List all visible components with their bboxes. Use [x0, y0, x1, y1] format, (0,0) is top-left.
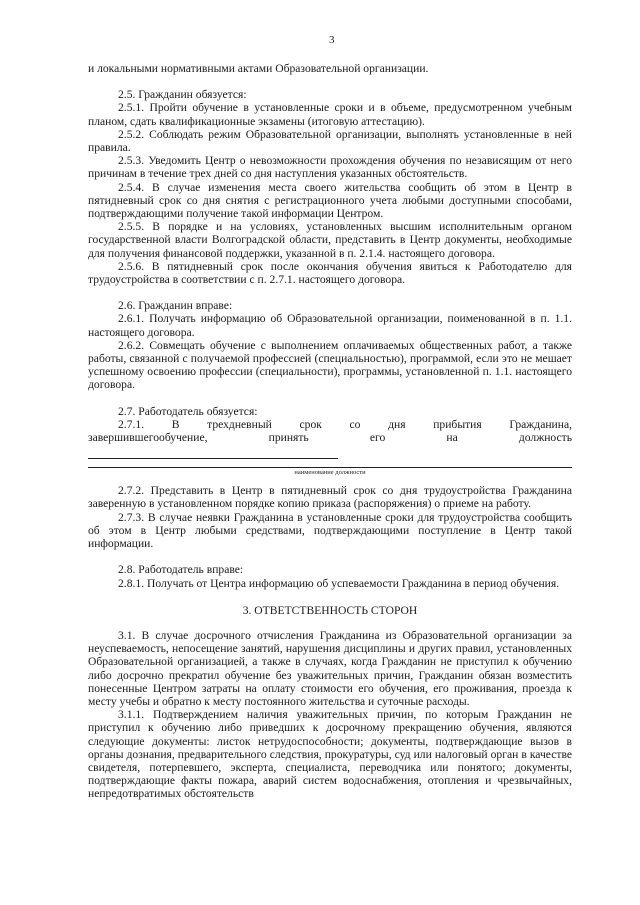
position-blank-line: [88, 444, 338, 459]
clause-2-5-2: 2.5.2. Соблюдать режим Образовательной организации, выполнять установленные в ней правила.: [88, 127, 572, 155]
clause-2-7-2: 2.7.2. Представить в Центр в пятидневный срок со дня трудоустройства Гражданина заверенную в установленном порядке копию приказа (распоряжения) о приеме на работу.: [88, 484, 572, 511]
clause-2-7-1-line2: завершившегообучение, принять его на должность: [88, 431, 572, 445]
clause-3-1: 3.1. В случае досрочного отчисления Гражданина из Образовательной организации за неуспеваемость, непосещение занятий, нарушения дисциплины и других правил, установленных Образовательной организацией, а также в случаях, когда Гражданин не приступил к обучению либо досрочно прекратил обучение без уважительных причин, Гражданин обязан возместить понесенные Центром затраты на оплату стоимости его обучения, его проживания, проезда к месту учебы и обратно к месту постоянного жительства и суточные расходы.: [88, 628, 572, 708]
position-caption: наименование должности: [294, 469, 366, 477]
clause-2-5-1: 2.5.1. Пройти обучение в установленные сроки и в объеме, предусмотренном учебным планом, сдать квалификационные экзамены (итоговую аттестацию).: [88, 101, 572, 128]
clause-2-8-1: 2.8.1. Получать от Центра информацию об успеваемости Гражданина в период обучения.: [118, 576, 560, 590]
clause-2-5-3: 2.5.3. Уведомить Центр о невозможности прохождения обучения по независящим от него причинам в течение трех дней со дня наступления указанных обстоятельств.: [88, 154, 572, 181]
section-heading-2-7: 2.7. Работодатель обязуется:: [118, 404, 258, 418]
section-heading-2-5: 2.5. Гражданин обязуется:: [118, 88, 247, 102]
position-blank-line-full: [88, 459, 572, 468]
section-heading-2-8: 2.8. Работодатель вправе:: [118, 563, 244, 577]
clause-2-5-4: 2.5.4. В случае изменения места своего жительства сообщить об этом в Центр в пятидневный срок со дня снятия с регистрационного учета любыми доступными способами, подтверждающими получение такой информации Центром.: [88, 180, 572, 221]
clause-2-7-1-line1: 2.7.1. В трехдневный срок со дня прибытия Гражданина,: [118, 417, 572, 431]
section-heading-2-6: 2.6. Гражданин вправе:: [118, 299, 233, 313]
clause-2-7-3: 2.7.3. В случае неявки Гражданина в установленные сроки для трудоустройства сообщить об этом в Центр любыми средствами, подтверждающими поступление в Центр такой информации.: [88, 510, 572, 551]
document-body: [88, 62, 572, 801]
clause-2-6-1: 2.6.1. Получать информацию об Образовательной организации, поименованной в п. 1.1. настоящего договора.: [88, 312, 572, 339]
clause-2-5-6: 2.5.6. В пятидневный срок после окончания обучения явиться к Работодателю для трудоустройства в соответствии с п. 2.7.1. настоящего договора.: [88, 259, 572, 287]
clause-2-5-5: 2.5.5. В порядке и на условиях, установленных высшим исполнительным органом государственной власти Волгоградской области, представить в Центр документы, необходимые для получения финансовой поддержки, указанной в п. 2.1.4. настоящего договора.: [88, 220, 572, 260]
clause-3-1-1: 3.1.1. Подтверждением наличия уважительных причин, по которым Гражданин не приступил к обучению либо приведших к досрочному прекращению обучения, являются следующие документы: листок нетрудоспособности; документы, подтверждающие вызов в органы дознания, предварительного следствия, прокуратуры, суд или налоговый орган в качестве свидетеля, потерпевшего, эксперта, специалиста, переводчика или понятого; документы, подтверждающие факты пожара, аварий систем водоснабжения, отопления и чрезвычайных, непредотвратимых обстоятельств: [88, 708, 572, 801]
paragraph-continuation: и локальными нормативными актами Образовательной организации.: [88, 62, 429, 75]
clause-2-6-2: 2.6.2. Совмещать обучение с выполнением оплачиваемых общественных работ, а также работы, связанной с получаемой профессией (специальностью), программой, если это не мешает успешному освоению профессии (специальности), программы, установленной п. 1.1. настоящего договора.: [88, 338, 572, 392]
section-title-3: 3. ОТВЕТСТВЕННОСТЬ СТОРОН: [242, 603, 418, 617]
page-number: 3: [329, 34, 335, 46]
